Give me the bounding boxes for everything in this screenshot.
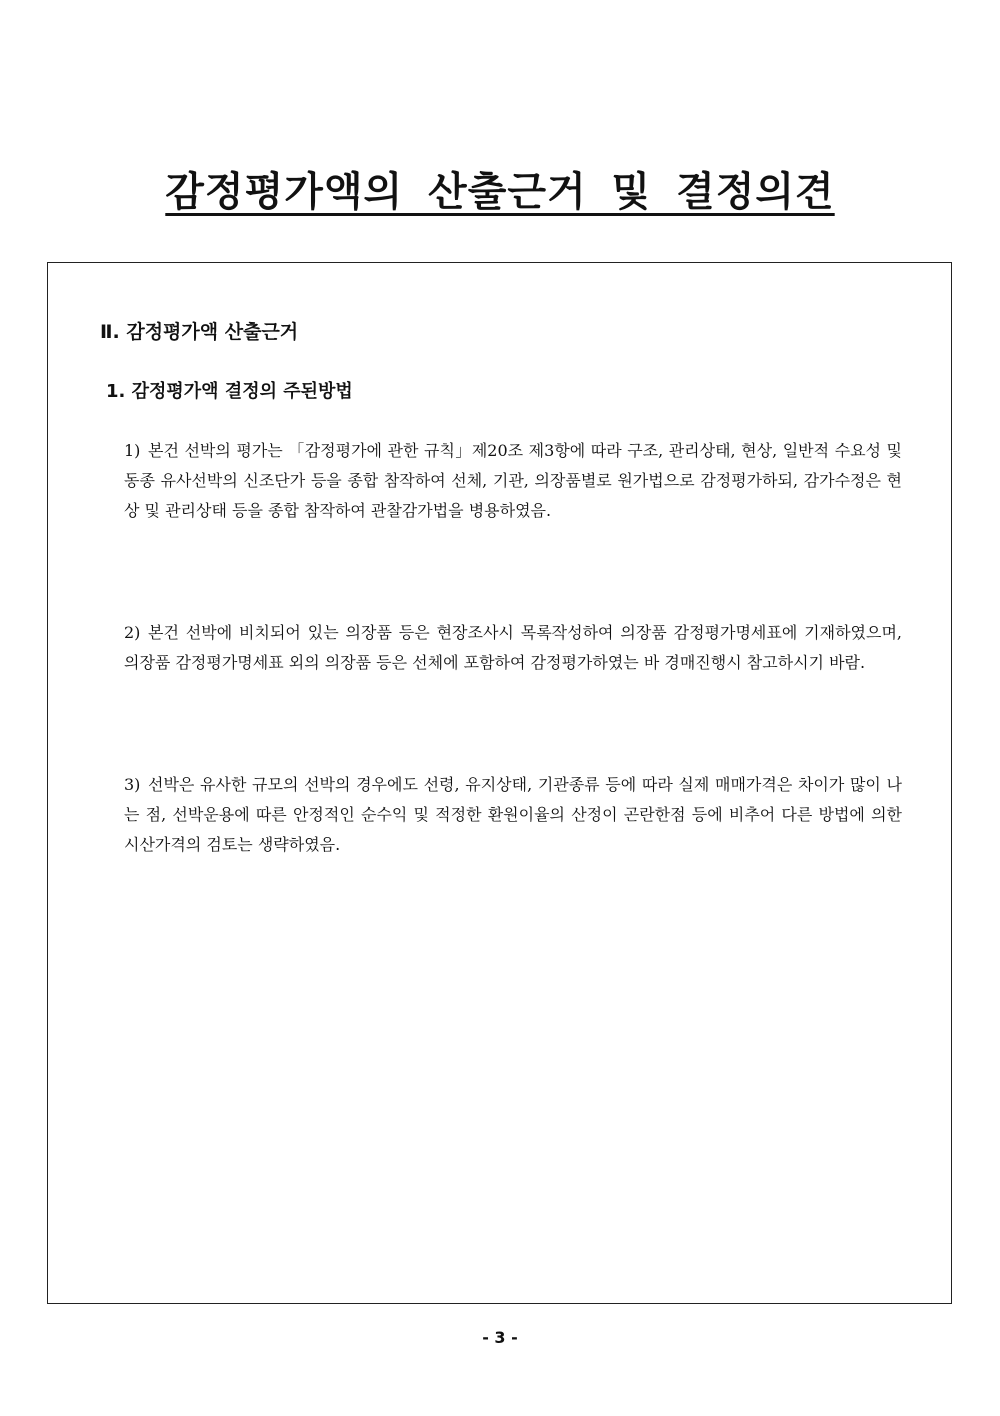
paragraph-text: 선박은 유사한 규모의 선박의 경우에도 선령, 유지상태, 기관종류 등에 따라 실제 매매가격은 차이가 많이 나는 점, 선박운용에 따른 안정적인 순수익 및 적정한 환원이율의 산정이 곤란한점 등에 비추어 다른 방법에 의한 시산가격의 검토는 생략하였음.	[124, 775, 902, 854]
paragraph-number: 3)	[124, 775, 141, 794]
paragraph-2	[124, 618, 902, 678]
document-title	[0, 160, 1000, 217]
content-box	[47, 262, 952, 1304]
paragraph-text: 본건 선박에 비치되어 있는 의장품 등은 현장조사시 목록작성하여 의장품 감정평가명세표에 기재하였으며, 의장품 감정평가명세표 외의 의장품 등은 선체에 포함하여 감정평가하였는 바 경매진행시 참고하시기 바람.	[124, 623, 902, 672]
paragraph-text: 본건 선박의 평가는 「감정평가에 관한 규칙」제20조 제3항에 따라 구조, 관리상태, 현상, 일반적 수요성 및 동종 유사선박의 신조단가 등을 종합 참작하여 선체, 기관, 의장품별로 원가법으로 감정평가하되, 감가수정은 현상 및 관리상태 등을 종합 참작하여 관찰감가법을 병용하였음.	[124, 441, 902, 520]
paragraph-number: 1)	[124, 441, 141, 460]
sub-heading: 1. 감정평가액 결정의 주된방법	[106, 381, 353, 402]
paragraph-1	[124, 436, 902, 526]
paragraph-3	[124, 770, 902, 860]
paragraph-number: 2)	[124, 623, 141, 642]
section-heading: Ⅱ. 감정평가액 산출근거	[100, 321, 299, 343]
page-number: - 3 -	[482, 1328, 518, 1347]
document-title-text: 감정평가액의 산출근거 및 결정의견	[165, 169, 835, 215]
